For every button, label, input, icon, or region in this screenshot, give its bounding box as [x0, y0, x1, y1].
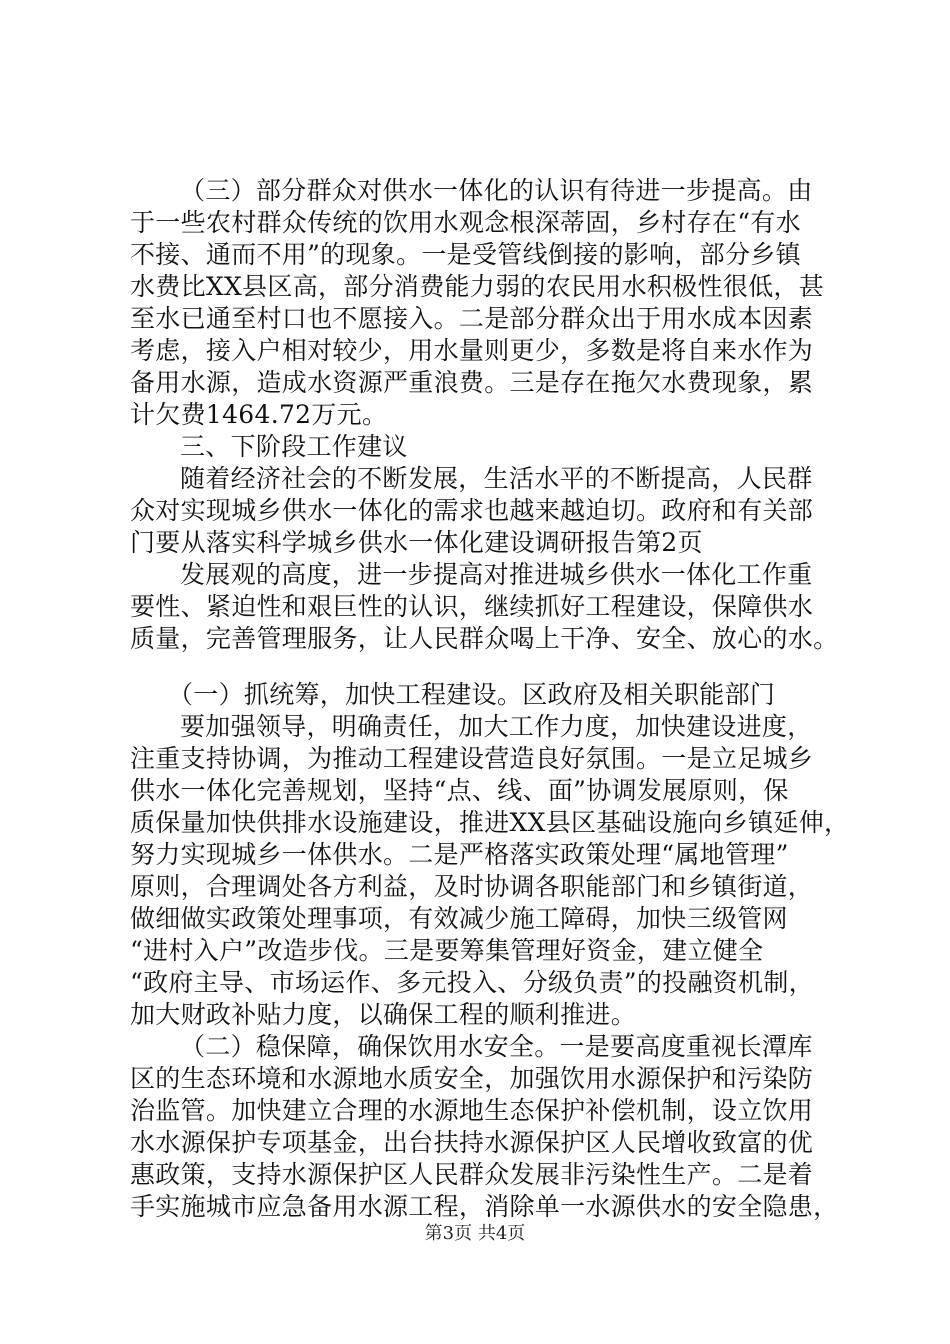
text-line-30: 水水源保护专项基金，出台扶持水源保护区人民增收致富的优	[130, 1128, 814, 1157]
text-line-5: 至水已通至村口也不愿接入。二是部分群众出于用水成本因素	[130, 304, 814, 333]
text-line-16: （一）抓统筹，加快工程建设。区政府及相关职能部门	[168, 680, 776, 709]
text-line-22: 原则，合理调处各方利益，及时协调各职能部门和乡镇街道，	[130, 872, 814, 901]
text-line-12: 门要从落实科学城乡供水一体化建设调研报告第2页	[130, 528, 703, 557]
text-line-26: 加大财政补贴力度，以确保工程的顺利推进。	[130, 1000, 637, 1029]
text-line-1: （三）部分群众对供水一体化的认识有待进一步提高。由	[180, 176, 813, 205]
text-line-24: “进村入户”改造步伐。三是要筹集管理好资金，建立健全	[130, 936, 764, 965]
text-line-3: 不接、通而不用”的现象。一是受管线倒接的影响，部分乡镇	[130, 240, 801, 269]
text-line-7: 备用水源，造成水资源严重浪费。三是存在拖欠水费现象，累	[130, 368, 814, 397]
text-line-18: 注重支持协调，为推动工程建设营造良好氛围。一是立足城乡	[130, 744, 814, 773]
section-heading: 三、下阶段工作建议	[180, 432, 408, 461]
text-line-19: 供水一体化完善规划，坚持“点、线、面”协调发展原则，保	[130, 776, 789, 805]
text-line-31: 惠政策，支持水源保护区人民群众发展非污染性生产。二是着	[130, 1160, 814, 1189]
text-line-27: （二）稳保障，确保饮用水安全。一是要高度重视长潭库	[180, 1032, 813, 1061]
text-line-10: 随着经济社会的不断发展，生活水平的不断提高，人民群	[180, 464, 813, 493]
text-line-13: 发展观的高度，进一步提高对推进城乡供水一体化工作重	[180, 560, 813, 589]
text-line-23: 做细做实政策处理事项，有效减少施工障碍，加快三级管网	[130, 904, 788, 933]
text-line-25: “政府主导、市场运作、多元投入、分级负责”的投融资机制，	[130, 968, 814, 997]
text-line-4: 水费比XX县区高，部分消费能力弱的农民用水积极性很低，甚	[130, 272, 824, 301]
text-line-21: 努力实现城乡一体供水。二是严格落实政策处理“属地管理”	[130, 840, 789, 869]
text-line-28: 区的生态环境和水源地水质安全，加强饮用水源保护和污染防	[130, 1064, 814, 1093]
text-line-20: 质保量加快供排水设施建设，推进XX县区基础设施向乡镇延伸，	[130, 808, 850, 837]
text-line-11: 众对实现城乡供水一体化的需求也越来越迫切。政府和有关部	[130, 496, 814, 525]
text-line-2: 于一些农村群众传统的饮用水观念根深蒂固，乡村存在“有水	[130, 208, 801, 237]
page-footer: 第3页 共4页	[424, 1223, 526, 1244]
text-line-6: 考虑，接入户相对较少，用水量则更少，多数是将自来水作为	[130, 336, 814, 365]
text-line-14: 要性、紧迫性和艰巨性的认识，继续抓好工程建设，保障供水	[130, 592, 814, 621]
text-line-15: 质量，完善管理服务，让人民群众喝上干净、安全、放心的水。	[130, 624, 839, 653]
text-line-17: 要加强领导，明确责任，加大工作力度，加快建设进度，	[180, 712, 813, 741]
text-line-29: 治监管。加快建立合理的水源地生态保护补偿机制，设立饮用	[130, 1096, 814, 1125]
text-line-8: 计欠费1464.72万元。	[130, 400, 388, 429]
text-line-32: 手实施城市应急备用水源工程，消除单一水源供水的安全隐患，	[130, 1192, 839, 1221]
